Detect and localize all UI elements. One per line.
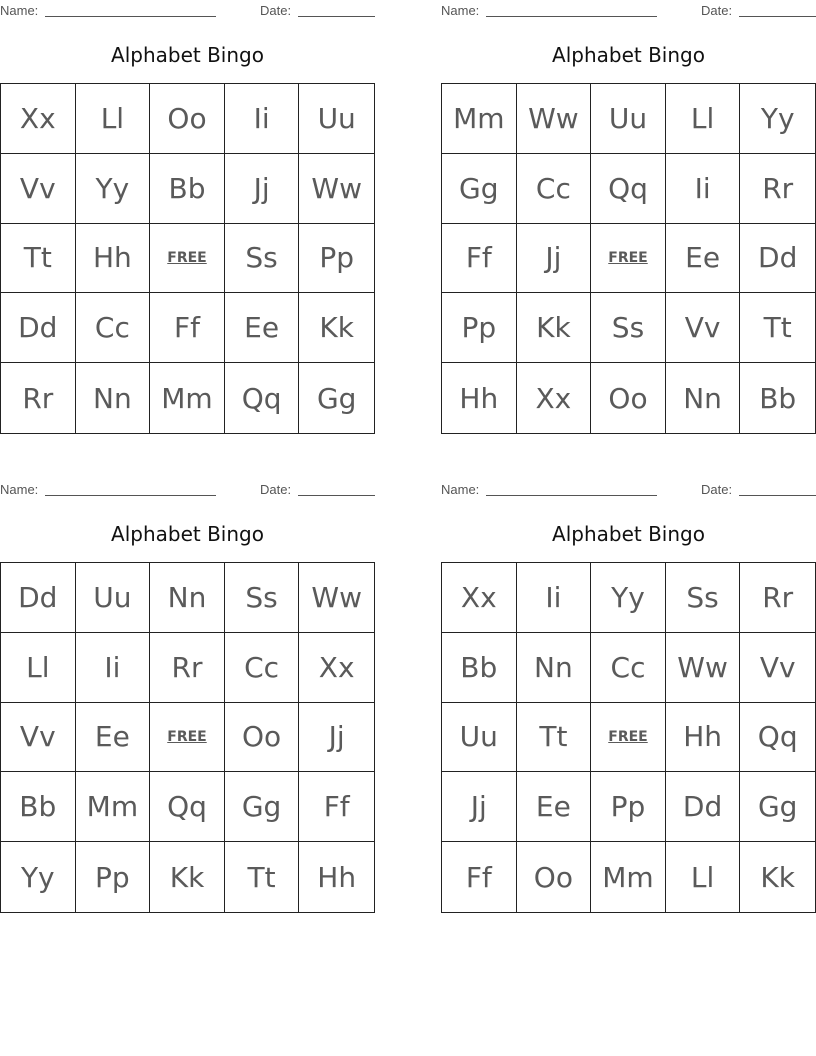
bingo-cell[interactable]: Uu: [299, 84, 374, 154]
bingo-cell[interactable]: Mm: [442, 84, 517, 154]
bingo-cell[interactable]: Xx: [442, 563, 517, 633]
free-space-cell[interactable]: FREE: [150, 224, 225, 294]
bingo-card-2: [441, 0, 816, 434]
free-space-cell[interactable]: FREE: [150, 703, 225, 773]
bingo-cell[interactable]: Kk: [299, 293, 374, 363]
bingo-cell[interactable]: Oo: [150, 84, 225, 154]
bingo-cell[interactable]: Hh: [76, 224, 151, 294]
bingo-cell[interactable]: Oo: [517, 842, 592, 912]
bingo-cell[interactable]: Jj: [442, 772, 517, 842]
bingo-grid: [0, 562, 375, 913]
bingo-cell[interactable]: Pp: [591, 772, 666, 842]
bingo-cell[interactable]: Qq: [740, 703, 815, 773]
bingo-cell[interactable]: Ss: [591, 293, 666, 363]
bingo-cell[interactable]: Gg: [225, 772, 300, 842]
bingo-grid: [441, 562, 816, 913]
bingo-cell[interactable]: Nn: [150, 563, 225, 633]
bingo-cell[interactable]: Dd: [1, 563, 76, 633]
bingo-cell[interactable]: Ss: [225, 224, 300, 294]
bingo-cell[interactable]: Uu: [442, 703, 517, 773]
bingo-cell[interactable]: Rr: [1, 363, 76, 433]
bingo-cell[interactable]: Cc: [591, 633, 666, 703]
bingo-cell[interactable]: Bb: [759, 381, 797, 415]
date-label: Date:: [701, 482, 733, 497]
card-header: [0, 0, 375, 20]
bingo-cell[interactable]: Bb: [150, 154, 225, 224]
bingo-cell[interactable]: Xx: [1, 84, 76, 154]
bingo-card-4: [441, 479, 816, 913]
name-label: Name:: [0, 482, 39, 497]
bingo-cell[interactable]: Ee: [225, 293, 300, 363]
bingo-cell[interactable]: Bb: [1, 772, 76, 842]
name-label: Name:: [0, 3, 39, 18]
bingo-cell[interactable]: Jj: [517, 224, 592, 294]
bingo-cell[interactable]: Bb: [442, 633, 517, 703]
bingo-cell[interactable]: Nn: [666, 363, 741, 433]
name-field[interactable]: [45, 3, 216, 17]
bingo-cell[interactable]: Yy: [76, 154, 151, 224]
date-field[interactable]: [298, 482, 375, 496]
card-header: [441, 0, 816, 20]
date-field[interactable]: [739, 482, 816, 496]
card-header: [0, 479, 375, 499]
bingo-cell[interactable]: Yy: [1, 842, 76, 912]
bingo-cell[interactable]: Cc: [225, 633, 300, 703]
bingo-cell[interactable]: Tt: [740, 293, 815, 363]
bingo-cell[interactable]: Yy: [740, 84, 815, 154]
bingo-grid: [0, 83, 375, 434]
bingo-cell[interactable]: Ff: [299, 772, 374, 842]
bingo-cell[interactable]: Mm: [76, 772, 151, 842]
bingo-cell[interactable]: Vv: [666, 293, 741, 363]
bingo-cell[interactable]: Ll: [1, 633, 76, 703]
bingo-cell[interactable]: Mm: [591, 842, 666, 912]
bingo-cell[interactable]: Oo: [591, 363, 666, 433]
bingo-cell[interactable]: Vv: [1, 703, 76, 773]
name-label: Name:: [441, 3, 480, 18]
bingo-cell[interactable]: Kk: [760, 860, 795, 894]
bingo-cell[interactable]: Hh: [442, 363, 517, 433]
bingo-cell[interactable]: Tt: [1, 224, 76, 294]
bingo-cell[interactable]: Ww: [517, 84, 592, 154]
date-label: Date:: [701, 3, 733, 18]
bingo-cell[interactable]: Hh: [317, 860, 357, 894]
bingo-cell[interactable]: Kk: [150, 842, 225, 912]
bingo-cell[interactable]: Ee: [666, 224, 741, 294]
bingo-cell[interactable]: Ff: [442, 224, 517, 294]
bingo-cell[interactable]: Ll: [666, 84, 741, 154]
bingo-cell[interactable]: Rr: [740, 563, 815, 633]
bingo-card-3: [0, 479, 375, 913]
bingo-cell[interactable]: Ff: [442, 842, 517, 912]
bingo-cell[interactable]: Dd: [740, 224, 815, 294]
bingo-cell[interactable]: Vv: [740, 633, 815, 703]
bingo-cell[interactable]: Ww: [666, 633, 741, 703]
date-field[interactable]: [298, 3, 375, 17]
free-space-cell[interactable]: FREE: [591, 703, 666, 773]
bingo-cell[interactable]: Ff: [150, 293, 225, 363]
bingo-cell[interactable]: Ii: [517, 563, 592, 633]
bingo-cell[interactable]: Tt: [225, 842, 300, 912]
bingo-cell[interactable]: Gg: [316, 381, 357, 415]
name-field[interactable]: [486, 3, 657, 17]
bingo-cell[interactable]: Ss: [225, 563, 300, 633]
card-title: Alphabet Bingo: [111, 43, 264, 67]
date-label: Date:: [260, 3, 292, 18]
date-field[interactable]: [739, 3, 816, 17]
bingo-grid: [441, 83, 816, 434]
bingo-cell[interactable]: Gg: [442, 154, 517, 224]
bingo-cell[interactable]: Qq: [591, 154, 666, 224]
bingo-cell[interactable]: Xx: [299, 633, 374, 703]
bingo-cell[interactable]: Mm: [150, 363, 225, 433]
name-field[interactable]: [45, 482, 216, 496]
bingo-cell[interactable]: Rr: [740, 154, 815, 224]
bingo-cell[interactable]: Rr: [150, 633, 225, 703]
bingo-cell[interactable]: Uu: [76, 563, 151, 633]
bingo-cell[interactable]: Qq: [150, 772, 225, 842]
name-field[interactable]: [486, 482, 657, 496]
bingo-cell[interactable]: Tt: [517, 703, 592, 773]
bingo-cell[interactable]: Nn: [517, 633, 592, 703]
bingo-cell[interactable]: Cc: [76, 293, 151, 363]
bingo-cell[interactable]: Cc: [517, 154, 592, 224]
bingo-cell[interactable]: Ll: [76, 84, 151, 154]
card-title: Alphabet Bingo: [552, 522, 705, 546]
bingo-card-1: [0, 0, 375, 434]
bingo-cell[interactable]: Gg: [740, 772, 815, 842]
bingo-cell[interactable]: Xx: [517, 363, 592, 433]
name-label: Name:: [441, 482, 480, 497]
date-label: Date:: [260, 482, 292, 497]
bingo-cell[interactable]: Qq: [225, 363, 300, 433]
bingo-cell[interactable]: Jj: [225, 154, 300, 224]
bingo-cell[interactable]: Jj: [299, 703, 374, 773]
bingo-cell[interactable]: Dd: [666, 772, 741, 842]
card-title: Alphabet Bingo: [111, 522, 264, 546]
bingo-cell[interactable]: Ii: [76, 633, 151, 703]
free-space-cell[interactable]: FREE: [591, 224, 666, 294]
bingo-cell[interactable]: Vv: [1, 154, 76, 224]
bingo-cell[interactable]: Ll: [666, 842, 741, 912]
bingo-cell[interactable]: Ww: [299, 563, 374, 633]
bingo-cell[interactable]: Ii: [666, 154, 741, 224]
bingo-cell[interactable]: Pp: [76, 842, 151, 912]
bingo-cell[interactable]: Ee: [76, 703, 151, 773]
bingo-cell[interactable]: Pp: [442, 293, 517, 363]
card-title: Alphabet Bingo: [552, 43, 705, 67]
bingo-cell[interactable]: Ee: [517, 772, 592, 842]
card-header: [441, 479, 816, 499]
bingo-cell[interactable]: Kk: [517, 293, 592, 363]
bingo-cell[interactable]: Yy: [591, 563, 666, 633]
bingo-cell[interactable]: Ss: [666, 563, 741, 633]
bingo-cell[interactable]: Oo: [225, 703, 300, 773]
bingo-cell[interactable]: Hh: [666, 703, 741, 773]
bingo-cell[interactable]: Ii: [225, 84, 300, 154]
bingo-cell[interactable]: Ww: [299, 154, 374, 224]
bingo-cell[interactable]: Pp: [299, 224, 374, 294]
bingo-cell[interactable]: Nn: [76, 363, 151, 433]
bingo-cell[interactable]: Uu: [591, 84, 666, 154]
bingo-cell[interactable]: Dd: [1, 293, 76, 363]
